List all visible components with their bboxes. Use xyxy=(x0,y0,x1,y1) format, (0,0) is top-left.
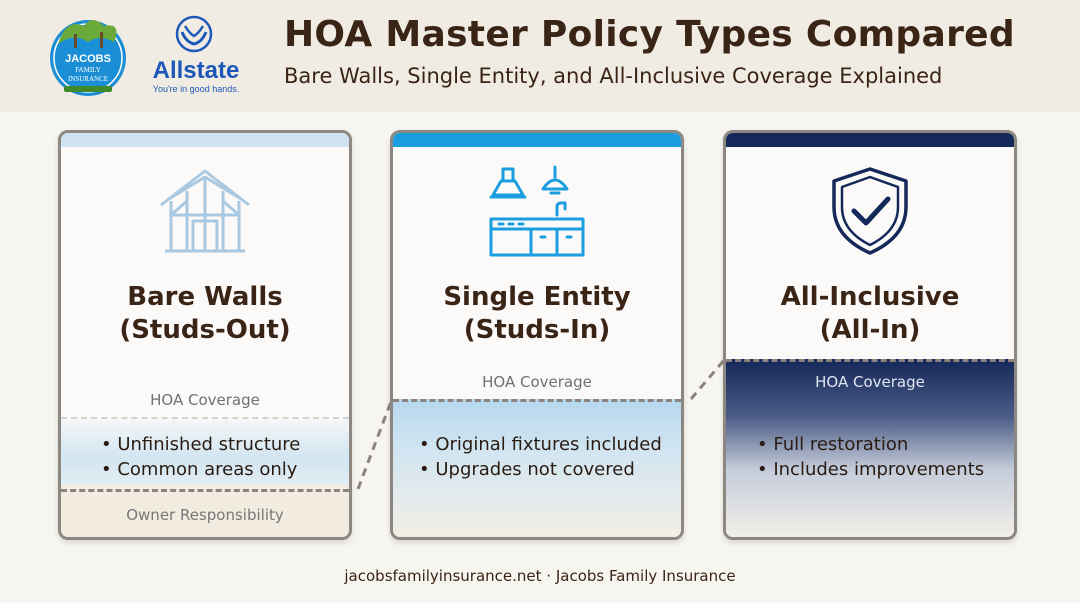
card-title xyxy=(61,281,349,347)
list-item: • Original fixtures included xyxy=(419,432,662,457)
allstate-brand: Allstate xyxy=(152,57,240,84)
hoa-coverage-label: HOA Coverage xyxy=(150,391,260,409)
jacobs-logo-line2: FAMILY xyxy=(75,66,101,74)
connector-line-1-2 xyxy=(358,399,392,489)
hoa-coverage-label: HOA Coverage xyxy=(482,373,592,391)
jacobs-logo-name: JACOBS xyxy=(65,53,111,65)
jacobs-family-insurance-logo xyxy=(44,12,132,98)
card-title xyxy=(393,281,681,347)
list-item: • Full restoration xyxy=(757,432,984,457)
card-title xyxy=(726,281,1014,347)
allstate-logo xyxy=(138,12,254,98)
page-subtitle: Bare Walls, Single Entity, and All-Inclusive Coverage Explained xyxy=(284,64,943,88)
list-item: • Unfinished structure xyxy=(101,432,300,457)
kitchen-fixtures-icon xyxy=(489,165,585,259)
page-title: HOA Master Policy Types Compared xyxy=(284,14,1015,55)
list-item: • Common areas only xyxy=(101,457,300,482)
shield-check-icon xyxy=(828,165,912,257)
connector-line-2-3 xyxy=(691,359,725,399)
coverage-bullets xyxy=(419,432,662,482)
owner-responsibility-label: Owner Responsibility xyxy=(126,506,284,524)
coverage-bullets xyxy=(757,432,984,482)
card-title-line2: (Studs-In) xyxy=(463,315,611,345)
header-band xyxy=(0,0,1080,112)
card-title-line1: All-Inclusive xyxy=(780,282,960,312)
coverage-divider xyxy=(393,399,681,402)
owner-divider xyxy=(61,489,349,492)
card-accent-bar xyxy=(61,133,349,147)
coverage-bullets xyxy=(101,432,300,482)
card-title-line2: (All-In) xyxy=(819,315,921,345)
card-accent-bar xyxy=(726,133,1014,147)
card-accent-bar xyxy=(393,133,681,147)
house-frame-icon xyxy=(157,165,253,257)
coverage-divider xyxy=(726,359,1014,362)
jacobs-logo-line3: INSURANCE xyxy=(67,75,109,83)
bare-walls-card xyxy=(58,130,352,540)
card-title-line2: (Studs-Out) xyxy=(119,315,291,345)
single-entity-card xyxy=(390,130,684,540)
coverage-divider xyxy=(61,417,349,419)
card-title-line1: Single Entity xyxy=(443,282,631,312)
footer-text: jacobsfamilyinsurance.net · Jacobs Family Insurance xyxy=(344,567,736,585)
allstate-tagline: You're in good hands. xyxy=(152,84,240,94)
card-title-line1: Bare Walls xyxy=(127,282,283,312)
list-item: • Includes improvements xyxy=(757,457,984,482)
all-inclusive-card xyxy=(723,130,1017,540)
list-item: • Upgrades not covered xyxy=(419,457,662,482)
hoa-coverage-label: HOA Coverage xyxy=(815,373,925,391)
